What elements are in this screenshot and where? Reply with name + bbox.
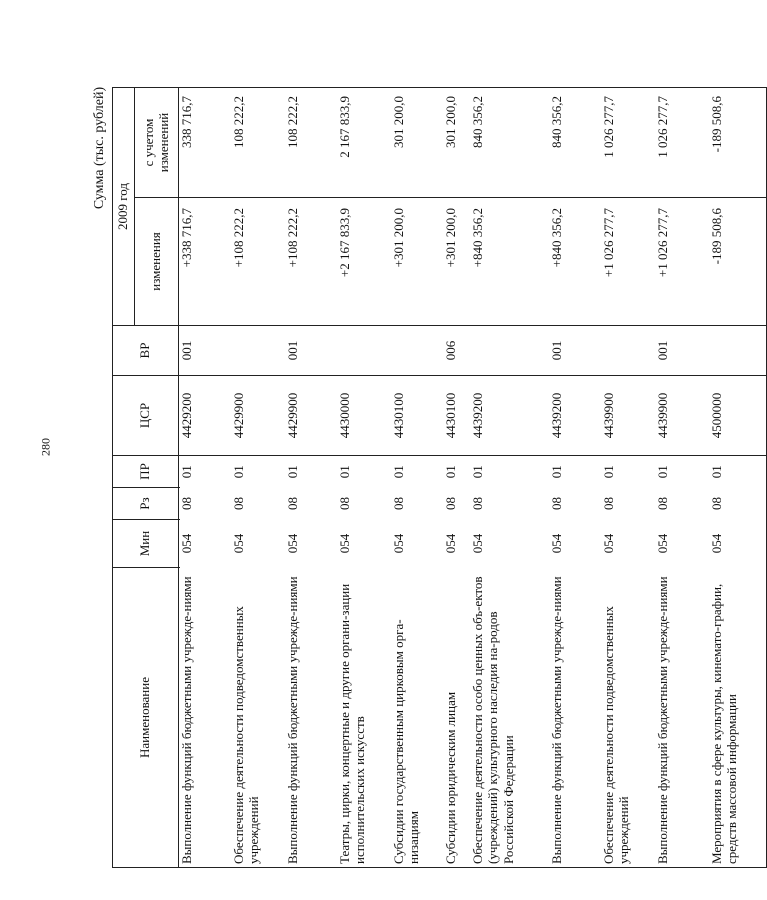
cell-vr: 001 [285, 326, 337, 376]
cell-rz: 08 [284, 497, 300, 510]
cell-csr: 4439200 [549, 376, 601, 456]
cell-total: 840 356,2 [470, 88, 549, 198]
table-row [391, 88, 443, 868]
header-year: 2009 год [113, 88, 135, 326]
cell-total: 840 356,2 [549, 88, 601, 198]
cell-rz: 08 [390, 497, 406, 510]
cell-rz: 08 [548, 497, 564, 510]
cell-total: -189 508,6 [709, 88, 767, 198]
cell-change: +1 026 277,7 [601, 198, 655, 326]
cell-csr: 4439900 [655, 376, 709, 456]
table-row [655, 88, 709, 868]
header-name: Наименование [113, 568, 179, 868]
cell-pr: 01 [442, 465, 458, 479]
header-vr: ВР [113, 326, 179, 376]
table-row [549, 88, 601, 868]
cell-name: Мероприятия в сфере культуры, кинемато-графии, средств массовой информации [709, 568, 767, 868]
cell-rz: 08 [230, 497, 246, 510]
cell-rz: 08 [600, 497, 616, 510]
cell-vr: 001 [179, 326, 231, 376]
cell-rz: 08 [469, 497, 485, 510]
cell-csr: 4429900 [285, 376, 337, 456]
cell-vr: 006 [443, 326, 470, 376]
header-min: Мин [113, 520, 179, 568]
cell-vr [337, 326, 391, 376]
cell-total: 2 167 833,9 [337, 88, 391, 198]
cell-name: Субсидии юридическим лицам [443, 568, 470, 868]
cell-change: +1 026 277,7 [655, 198, 709, 326]
cell-csr: 4439200 [470, 376, 549, 456]
cell-vr [709, 326, 767, 376]
cell-pr: 01 [230, 465, 246, 479]
table-row [443, 88, 470, 868]
table-row [231, 88, 285, 868]
cell-total: 108 222,2 [231, 88, 285, 198]
budget-table [112, 87, 767, 868]
table-row [601, 88, 655, 868]
rotated-budget-table-wrapper [112, 88, 740, 868]
cell-min: 054 [548, 533, 564, 554]
cell-change: +108 222,2 [231, 198, 285, 326]
cell-name: Выполнение функций бюджетными учрежде-ниями [179, 568, 231, 868]
cell-min: 054 [179, 533, 194, 554]
cell-change: +840 356,2 [470, 198, 549, 326]
table-row [709, 88, 767, 868]
cell-change: +2 167 833,9 [337, 198, 391, 326]
cell-change: +338 716,7 [179, 198, 231, 326]
cell-csr: 4429200 [179, 376, 231, 456]
cell-total: 338 716,7 [179, 88, 231, 198]
header-csr: ЦСР [113, 376, 179, 456]
cell-pr: 01 [654, 465, 670, 479]
cell-vr: 001 [655, 326, 709, 376]
cell-pr: 01 [709, 456, 767, 488]
cell-rz: 08 [336, 497, 352, 510]
cell-name: Субсидии государственным цирковым орга-низациям [391, 568, 443, 868]
cell-rz: 08 [442, 497, 458, 510]
cell-total: 108 222,2 [285, 88, 337, 198]
cell-name: Выполнение функций бюджетными учрежде-ниями [655, 568, 709, 868]
cell-pr: 01 [469, 465, 485, 479]
table-row [470, 88, 549, 868]
cell-name: Выполнение функций бюджетными учрежде-ниями [549, 568, 601, 868]
header-changes: изменения [135, 198, 179, 326]
cell-total: 1 026 277,7 [601, 88, 655, 198]
cell-change: -189 508,6 [709, 198, 767, 326]
cell-name: Обеспечение деятельности особо ценных объ-ектов (учреждений) культурного наследия на-родов Российской Федерации [470, 568, 549, 868]
cell-min: 054 [230, 533, 246, 554]
page-number: 280 [38, 438, 53, 456]
cell-min: 054 [390, 533, 406, 554]
cell-csr: 4439900 [601, 376, 655, 456]
header-rz: Рз [113, 488, 179, 520]
cell-csr: 4430000 [337, 376, 391, 456]
table-row [337, 88, 391, 868]
cell-name: Выполнение функций бюджетными учрежде-ниями [285, 568, 337, 868]
cell-min: 054 [654, 533, 670, 554]
cell-change: +840 356,2 [549, 198, 601, 326]
cell-name: Театры, цирки, концертные и другие органи-зации исполнительских искусств [337, 568, 391, 868]
cell-pr: 01 [600, 465, 616, 479]
cell-rz: 08 [654, 497, 670, 510]
cell-name: Обеспечение деятельности подведомственных учреждений [231, 568, 285, 868]
cell-change: +301 200,0 [443, 198, 470, 326]
cell-vr: 001 [549, 326, 601, 376]
cell-min: 054 [284, 533, 300, 554]
cell-name: Обеспечение деятельности подведомственных учреждений [601, 568, 655, 868]
cell-min: 054 [336, 533, 352, 554]
cell-min: 054 [600, 533, 616, 554]
cell-csr: 4429900 [231, 376, 285, 456]
cell-vr [601, 326, 655, 376]
cell-csr: 4430100 [391, 376, 443, 456]
cell-min: 054 [442, 533, 458, 554]
cell-change: +301 200,0 [391, 198, 443, 326]
cell-pr: 01 [336, 465, 352, 479]
cell-pr: 01 [179, 465, 194, 479]
cell-total: 301 200,0 [443, 88, 470, 198]
cell-change: +108 222,2 [285, 198, 337, 326]
table-body [179, 88, 767, 868]
cell-pr: 01 [390, 465, 406, 479]
header-pr: ПР [113, 456, 179, 488]
cell-min: 054 [709, 520, 767, 568]
cell-pr: 01 [284, 465, 300, 479]
cell-vr [231, 326, 285, 376]
cell-csr: 4500000 [709, 376, 767, 456]
cell-rz: 08 [709, 488, 767, 520]
cell-pr: 01 [548, 465, 564, 479]
cell-csr: 4430100 [443, 376, 470, 456]
cell-total: 301 200,0 [391, 88, 443, 198]
cell-total: 1 026 277,7 [655, 88, 709, 198]
sum-unit-caption: Сумма (тыс. рублей) [92, 86, 107, 210]
table-row [285, 88, 337, 868]
table-row [179, 88, 231, 868]
cell-vr [470, 326, 549, 376]
cell-rz: 08 [179, 497, 194, 510]
cell-vr [391, 326, 443, 376]
header-with-changes: с учетом изменений [135, 88, 179, 198]
cell-min: 054 [469, 533, 485, 554]
